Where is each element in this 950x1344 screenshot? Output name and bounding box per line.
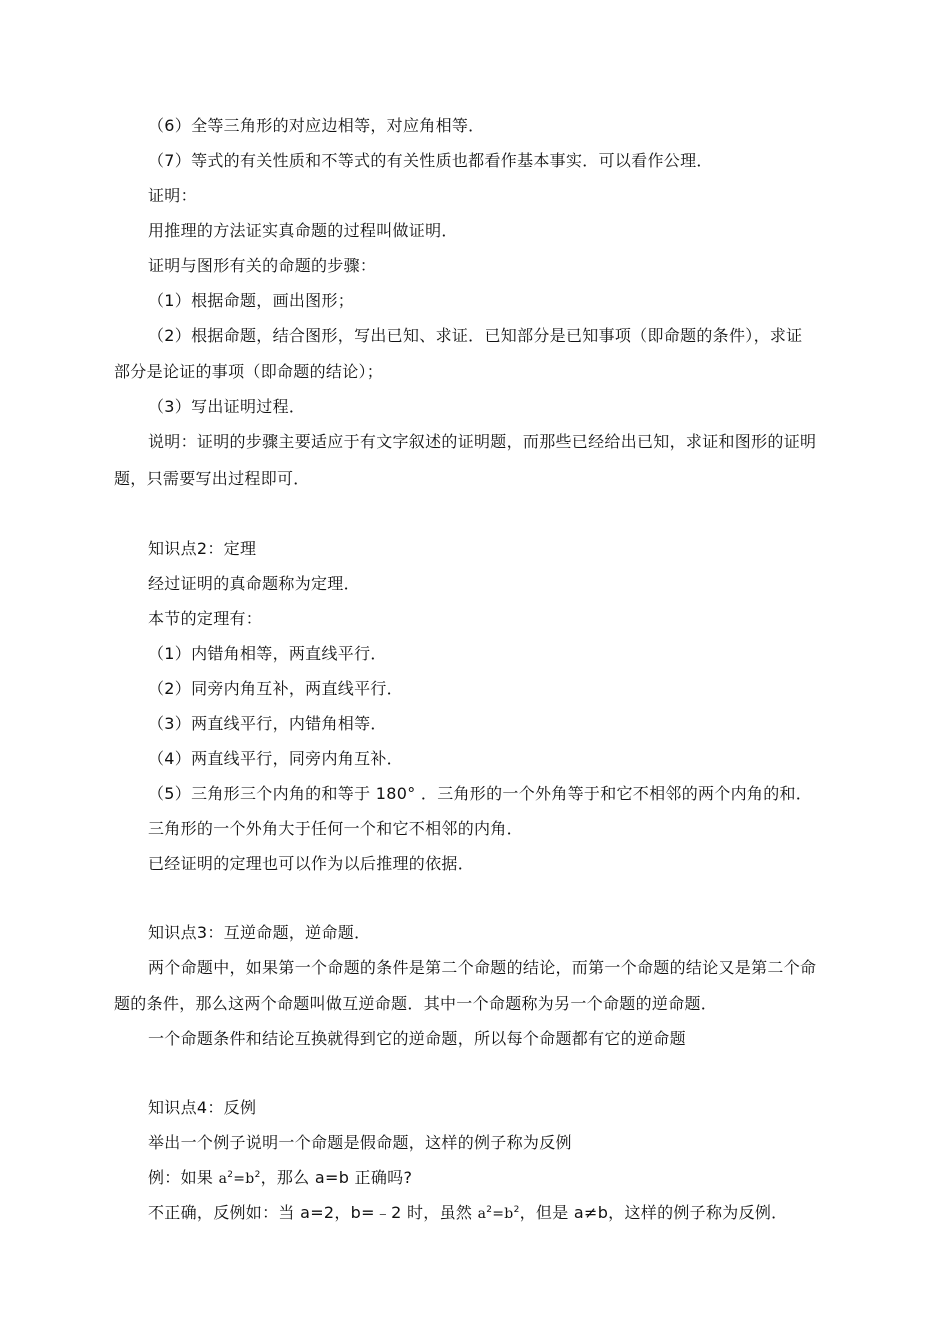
converse-definition-line-2: 题的条件，那么这两个命题叫做互逆命题．其中一个命题称为另一个命题的逆命题． <box>114 994 718 1013</box>
theorem-item-1: （1）内错角相等，两直线平行． <box>148 644 387 663</box>
section-4-heading: 知识点4：反例 <box>148 1098 257 1117</box>
proof-step-2-line-2: 部分是论证的事项（即命题的结论）； <box>114 362 384 381</box>
proof-heading: 证明： <box>148 186 197 205</box>
theorem-definition: 经过证明的真命题称为定理． <box>148 574 360 593</box>
theorem-item-4: （4）两直线平行，同旁内角互补． <box>148 749 403 768</box>
proof-step-1: （1）根据命题，画出图形； <box>148 291 355 310</box>
proof-step-2-line-1: （2）根据命题，结合图形，写出已知、求证．已知部分是已知事项（即命题的条件），求证 <box>148 326 803 345</box>
counterexample-question: 例：如果 $a^2=b^2$，那么 a=b 正确吗? <box>148 1168 413 1187</box>
theorem-item-3: （3）两直线平行，内错角相等． <box>148 714 387 733</box>
proof-step-3: （3）写出证明过程． <box>148 397 306 416</box>
axiom-item-6: （6）全等三角形的对应边相等，对应角相等． <box>148 116 485 135</box>
section-3-heading: 知识点3：互逆命题，逆命题． <box>148 923 371 942</box>
theorem-item-2: （2）同旁内角互补，两直线平行． <box>148 679 403 698</box>
converse-note: 一个命题条件和结论互换就得到它的逆命题，所以每个命题都有它的逆命题 <box>148 1029 686 1048</box>
converse-definition-line-1: 两个命题中，如果第一个命题的条件是第二个命题的结论，而第一个命题的结论又是第二个命 <box>148 958 817 977</box>
counterexample-definition: 举出一个例子说明一个命题是假命题，这样的例子称为反例 <box>148 1133 572 1152</box>
proof-note-line-1: 说明：证明的步骤主要适应于有文字叙述的证明题，而那些已经给出已知，求证和图形的证明 <box>148 432 817 451</box>
proof-definition: 用推理的方法证实真命题的过程叫做证明． <box>148 221 458 240</box>
theorem-closing-note: 已经证明的定理也可以作为以后推理的依据． <box>148 854 475 873</box>
theorem-list-heading: 本节的定理有： <box>148 609 263 628</box>
proof-note-line-2: 题，只需要写出过程即可． <box>114 469 310 488</box>
section-2-heading: 知识点2：定理 <box>148 539 257 558</box>
axiom-item-7: （7）等式的有关性质和不等式的有关性质也都看作基本事实．可以看作公理． <box>148 151 713 170</box>
theorem-item-5-continued: 三角形的一个外角大于任何一个和它不相邻的内角． <box>148 819 523 838</box>
proof-steps-heading: 证明与图形有关的命题的步骤： <box>148 256 377 275</box>
theorem-item-5: （5）三角形三个内角的和等于 180° ．三角形的一个外角等于和它不相邻的两个内角的和． <box>148 784 813 803</box>
counterexample-answer: 不正确，反例如：当 a=2，b=﹣2 时，虽然 $a^2=b^2$，但是 a≠b，这样的例子称为反例． <box>148 1203 788 1222</box>
